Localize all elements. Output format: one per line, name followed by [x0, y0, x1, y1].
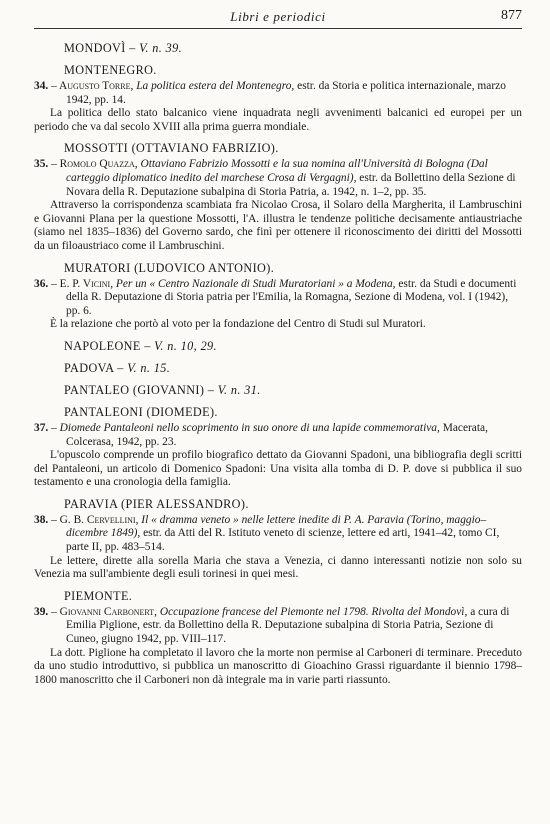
entry-number: 38. — [34, 513, 49, 526]
entry-number: 36. — [34, 277, 49, 290]
entry-publication: Macerata, Colcerasa, 1942, pp. 23. — [66, 421, 488, 448]
entry-title: Ottaviano Fabrizio Mossotti e la sua nomina all'Università di Bologna (Dal carteggio diplomatico inedito del marchese Crosa di Vergagni), — [66, 158, 488, 184]
entry-summary: È la relazione che portò al voto per la fondazione del Centro di Studi sul Muratori. — [50, 318, 426, 331]
subject-name: MONDOVÌ — [64, 41, 126, 55]
entry-citation — [34, 422, 522, 449]
subject-name: PIEMONTE. — [64, 588, 133, 603]
entry-summary: La dott. Piglione ha completato il lavoro che la morte non permise al Carboneri di terminare. Preceduto da uno studio introduttivo, si pubblica un manoscritto di Gioachino Grassi riguardante il biennio 1798–1800 manoscritto che il Carboneri non dà integrale ma in varie parti riassunto. — [34, 646, 522, 686]
entry-author: – E. P. Vicini, — [51, 277, 114, 290]
bibliography-entry — [34, 422, 522, 490]
subject-heading — [34, 63, 522, 78]
subject-heading — [34, 41, 522, 56]
subject-heading — [34, 405, 522, 420]
entry-title: La politica estera del Montenegro, — [136, 80, 295, 92]
entry-publication: estr. da Studi e documenti della R. Deputazione di Storia patria per l'Emilia, la Romagna, Sezione di Modena, vol. I (1942), pp. 6. — [66, 277, 517, 317]
subject-name: MURATORI (LUDOVICO ANTONIO). — [64, 260, 275, 275]
entry-title: Diomede Pantaleoni nello scoprimento in suo onore di una lapide commemorativa, — [59, 421, 440, 434]
cross-reference: – V. n. 31. — [207, 382, 261, 397]
subject-heading — [34, 497, 522, 512]
subject-heading — [34, 141, 522, 156]
subject-name: PARAVIA (PIER ALESSANDRO). — [64, 496, 249, 511]
bibliography-entry — [34, 514, 522, 582]
entry-author: – Romolo Quazza, — [51, 158, 138, 171]
running-title: Libri e periodici — [230, 9, 326, 24]
entry-number: 37. — [34, 421, 49, 434]
running-header — [34, 6, 522, 29]
subject-name: PADOVA — [64, 360, 114, 375]
cross-reference: – V. n. 10, 29. — [144, 338, 217, 353]
entry-author: – — [51, 421, 57, 434]
subject-heading — [34, 361, 522, 376]
entry-author: – Giovanni Carbonert, — [51, 605, 157, 618]
entry-publication: a cura di Emilia Piglione, estr. da Bollettino della R. Deputazione subalpina di Storia Patria, Sezione di Cuneo, giugno 1942, pp. VIII–117. — [66, 605, 510, 646]
entry-number: 34. — [34, 80, 49, 92]
entry-title: Il « dramma veneto » nelle lettere inedite di P. A. Paravia (Torino, maggio–dicembre 1849), — [66, 513, 487, 540]
entry-title: Occupazione francese del Piemonte nel 1798. Rivolta del Mondovì, — [159, 605, 468, 618]
subject-name: PANTALEO (GIOVANNI) — [64, 382, 205, 397]
entry-citation — [34, 514, 522, 555]
bibliography-entry — [34, 158, 522, 253]
bibliography-list — [34, 41, 522, 687]
entry-summary: Le lettere, dirette alla sorella Maria che stava a Venezia, ci danno interessanti notizie non solo su Venezia ma sull'ambiente degli esuli torinesi in quei mesi. — [34, 554, 522, 581]
entry-citation — [34, 278, 522, 319]
entry-summary: Attraverso la corrispondenza scambiata fra Nicolao Crosa, il Solaro della Margherita, il Lambruschini e Giovanni Plana per la questione Mossotti, l'A. illustra le tendenze politiche decisamente antiaustriache (siamo nel 1835–1836) del Governo sardo, che finì per ottenere il riconoscimento dei diritti del Mossotti da un filoaustriaco come il Lambruschini. — [34, 199, 522, 252]
entry-publication: estr. da Atti del R. Istituto veneto di scienze, lettere ed arti, 1941–42, tomo CI, parte II, pp. 483–514. — [66, 527, 500, 554]
cross-reference: – V. n. 15. — [117, 360, 171, 375]
subject-name: MOSSOTTI (OTTAVIANO FABRIZIO). — [64, 141, 279, 156]
entry-summary: L'opuscolo comprende un profilo biografico dettato da Giovanni Spadoni, una bibliografia degli scritti del Pantaleoni, un articolo di Domenico Spadoni: Una visita alla tomba di D. P. dove si pubblica il suo testamento e una cronologia della famiglia. — [34, 449, 522, 489]
entry-author: – G. B. Cervellini, — [51, 513, 139, 526]
subject-name: PANTALEONI (DIOMEDE). — [64, 404, 218, 419]
bibliography-entry — [34, 278, 522, 332]
subject-name: MONTENEGRO. — [64, 63, 157, 77]
entry-publication: estr. da Bollettino della Sezione di Novara della R. Deputazione subalpina di Storia Patria, a. 1942, n. 1–2, pp. 35. — [66, 171, 516, 198]
subject-heading — [34, 261, 522, 276]
entry-citation — [34, 606, 522, 647]
entry-author: – Augusto Torre, — [51, 80, 134, 92]
entry-number: 35. — [34, 158, 49, 171]
cross-reference: – V. n. 39. — [129, 41, 183, 55]
subject-heading — [34, 339, 522, 354]
entry-citation — [34, 158, 522, 199]
entry-title: Per un « Centro Nazionale di Studi Muratoriani » a Modena, — [115, 277, 396, 290]
subject-heading — [34, 589, 522, 604]
entry-citation — [34, 80, 522, 107]
subject-name: NAPOLEONE — [64, 338, 141, 353]
entry-publication: estr. da Storia e politica internazionale, marzo 1942, pp. 14. — [66, 80, 506, 106]
page-number: 877 — [501, 8, 522, 23]
bibliography-entry — [34, 80, 522, 134]
entry-summary: La politica dello stato balcanico viene inquadrata negli avvenimenti balcanici ed europei per un periodo che va dal secolo XVIII alla prima guerra mondiale. — [34, 107, 522, 133]
subject-heading — [34, 383, 522, 398]
bibliography-entry — [34, 606, 522, 688]
entry-number: 39. — [34, 605, 49, 618]
